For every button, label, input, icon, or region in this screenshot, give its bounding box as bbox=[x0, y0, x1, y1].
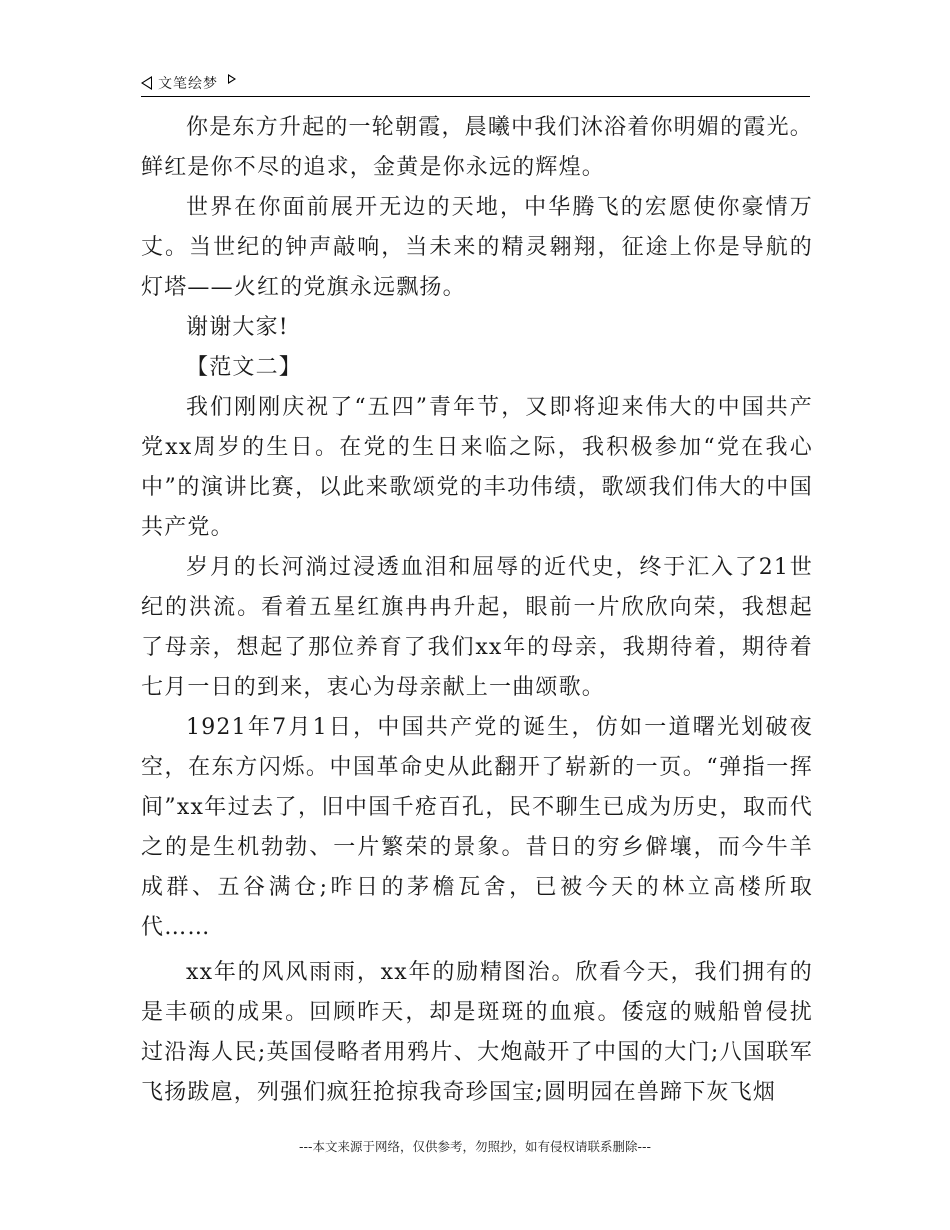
section-heading: 【范文二】 bbox=[186, 355, 303, 380]
paragraph: 我们刚刚庆祝了“五四”青年节，又即将迎来伟大的中国共产党xx周岁的生日。在党的生日来临之际，我积极参加“党在我心中”的演讲比赛，以此来歌颂党的丰功伟绩，歌颂我们伟大的中国共产党。 bbox=[141, 395, 813, 540]
header-title: 文笔绘梦 bbox=[158, 76, 218, 92]
paragraph: 1921年7月1日，中国共产党的诞生，仿如一道曙光划破夜空，在东方闪烁。中国革命史从此翻开了崭新的一页。“弹指一挥间”xx年过去了，旧中国千疮百孔，民不聊生已成为历史，取而代之的是生机勃勃、一片繁荣的景象。昔日的穷乡僻壤，而今牛羊成群、五谷满仓;昨日的茅檐瓦舍，已被今天的林立高楼所取代…… bbox=[141, 715, 813, 940]
paragraph: xx年的风风雨雨，xx年的励精图治。欣看今天，我们拥有的是丰硕的成果。回顾昨天，却是斑斑的血痕。倭寇的贼船曾侵扰过沿海人民;英国侵略者用鸦片、大炮敲开了中国的大门;八国联军飞扬跋扈，列强们疯狂抢掠我奇珍国宝;圆明园在兽蹄下灰飞烟 bbox=[141, 960, 813, 1105]
triangle-left-icon bbox=[141, 76, 152, 90]
triangle-right-icon bbox=[228, 74, 236, 84]
paragraph-thanks: 谢谢大家! bbox=[186, 315, 289, 340]
paragraph: 你是东方升起的一轮朝霞，晨曦中我们沐浴着你明媚的霞光。鲜红是你不尽的追求，金黄是你永远的辉煌。 bbox=[141, 115, 813, 180]
page-header bbox=[141, 70, 810, 97]
paragraph: 世界在你面前展开无边的天地，中华腾飞的宏愿使你豪情万丈。当世纪的钟声敲响，当未来的精灵翱翔，征途上你是导航的灯塔——火红的党旗永远飘扬。 bbox=[141, 195, 813, 300]
footer-notice: ---本文来源于网络，仅供参考，勿照抄，如有侵权请联系删除--- bbox=[298, 1139, 652, 1154]
paragraph: 岁月的长河淌过浸透血泪和屈辱的近代史，终于汇入了21世纪的洪流。看着五星红旗冉冉升起，眼前一片欣欣向荣，我想起了母亲，想起了那位养育了我们xx年的母亲，我期待着，期待着七月一日的到来，衷心为母亲献上一曲颂歌。 bbox=[141, 555, 813, 700]
document-body bbox=[141, 108, 813, 1113]
